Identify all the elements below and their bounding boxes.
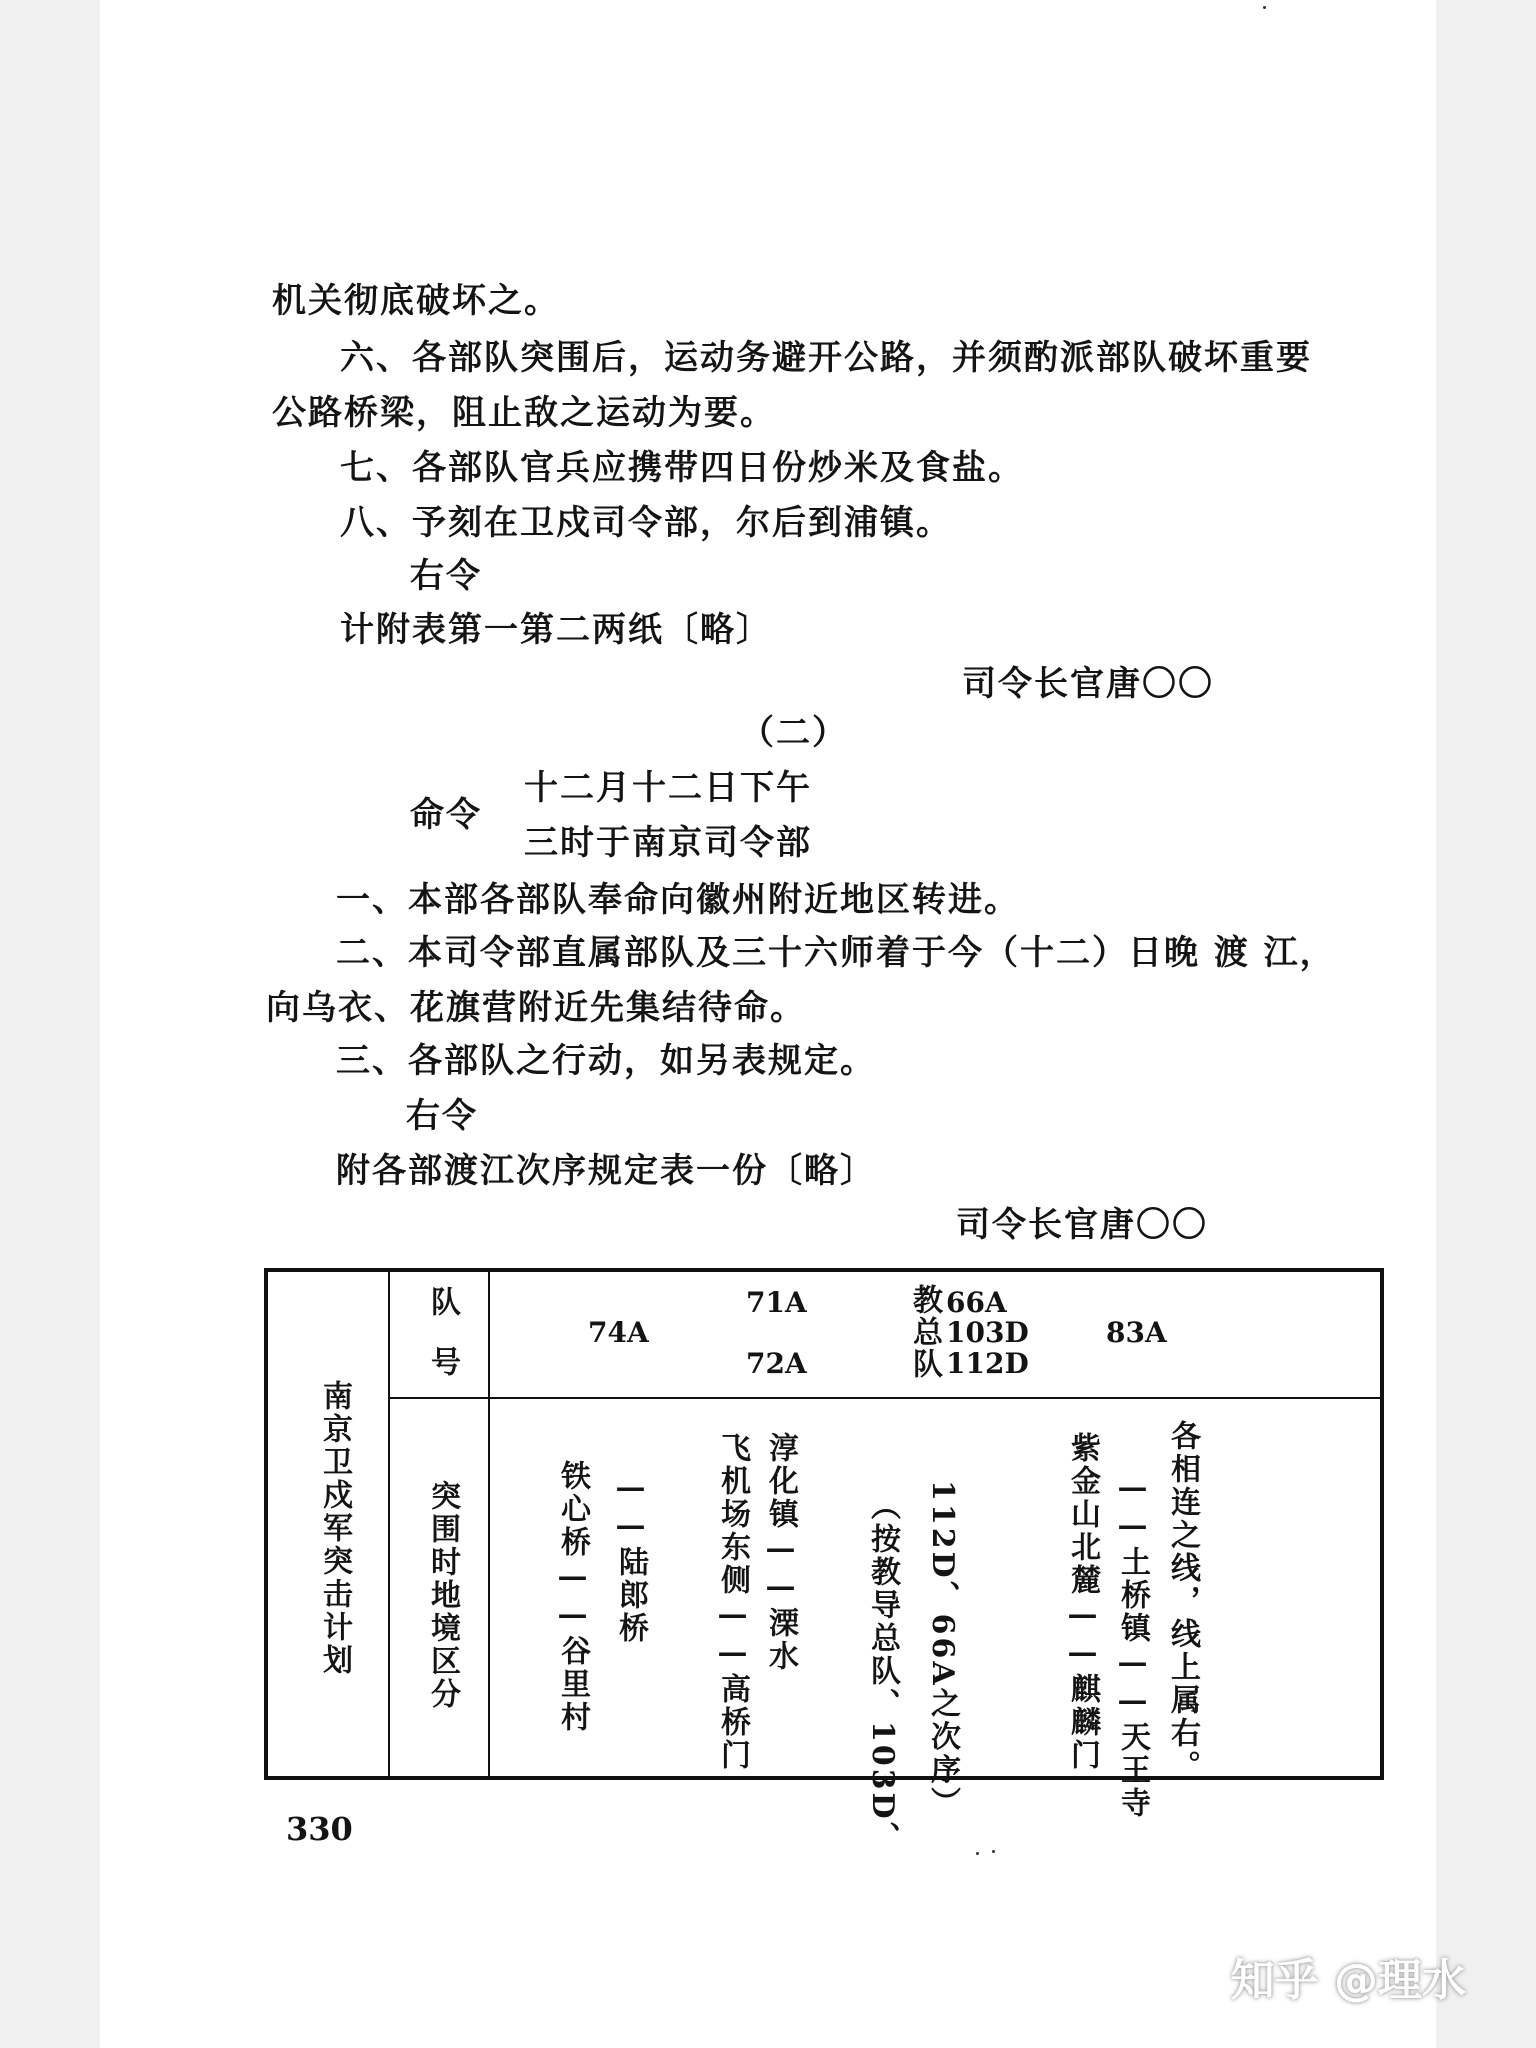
text-line: 八、予刻在卫戍司令部，尔后到浦镇。 [340,503,952,543]
unit-group-label: 教总队 [907,1284,942,1380]
table-divider [388,1268,390,1780]
order-item: 一、本部各部队奉命向徽州附近地区转进。 [336,880,1020,920]
boundary-cell: 紫金山北麓——麒麟门 [1065,1432,1100,1772]
boundary-cell: 铁心桥——谷里村 [555,1460,590,1734]
order-item: 向乌衣、花旗营附近先集结待命。 [266,988,806,1028]
speck [976,1852,979,1855]
date-line: 十二月十二日下午 [524,768,812,808]
order-label: 命令 [410,795,482,835]
table-border-bottom [264,1776,1384,1780]
boundary-cell: 各相连之线，线上属右。 [1165,1420,1200,1783]
page-number: 330 [286,1810,353,1848]
unit-cell: 103D [946,1316,1029,1349]
boundary-cell: 淳化镇——溧水 [763,1432,798,1673]
document-page [100,0,1436,2048]
table-border-left [264,1268,268,1780]
section-heading: （二） [740,713,848,753]
boundary-cell: ——陆郎桥 [613,1470,648,1645]
unit-cell: 71A [746,1286,807,1319]
speck [1263,6,1266,9]
row-label: 队号 [425,1286,460,1406]
unit-cell: 112D [946,1347,1029,1380]
boundary-cell: （按教导总队、103D、 [865,1490,900,1855]
table-divider [388,1397,1382,1399]
watermark: 知乎 @理水 [1230,1955,1466,2006]
boundary-cell: 112D、66A之次序） [925,1480,960,1820]
attachment-note: 附各部渡江次序规定表一份〔略〕 [336,1151,876,1191]
closing-text: 右令 [406,1096,478,1136]
boundary-cell: ——土桥镇——天王寺 [1115,1470,1150,1820]
boundary-cell: 飞机场东侧——高桥门 [715,1432,750,1772]
unit-cell: 66A [946,1286,1007,1319]
unit-cell: 74A [588,1316,649,1349]
text-line: 机关彻底破坏之。 [272,281,560,321]
table-title: 南京卫戍军突击计划 [317,1380,352,1677]
table-divider [488,1268,490,1780]
table-border-top [264,1268,1384,1272]
speck [992,1850,995,1853]
table-border-right [1380,1268,1384,1780]
order-item: 三、各部队之行动，如另表规定。 [336,1041,876,1081]
unit-cell: 72A [746,1347,807,1380]
text-line: 七、各部队官兵应携带四日份炒米及食盐。 [340,448,1024,488]
text-line: 六、各部队突围后，运动务避开公路，并须酌派部队破坏重要 [340,338,1312,378]
row-label: 突围时地境区分 [425,1480,460,1711]
text-line: 公路桥梁，阻止敌之运动为要。 [272,393,776,433]
order-item: 二、本司令部直属部队及三十六师着于今（十二）日晚 渡 江， [336,933,1336,973]
closing-text: 右令 [410,556,482,596]
signature: 司令长官唐〇〇 [956,1205,1208,1245]
date-line: 三时于南京司令部 [524,823,812,863]
attachment-note: 计附表第一第二两纸〔略〕 [340,610,772,650]
unit-cell: 83A [1106,1316,1167,1349]
signature: 司令长官唐〇〇 [962,664,1214,704]
